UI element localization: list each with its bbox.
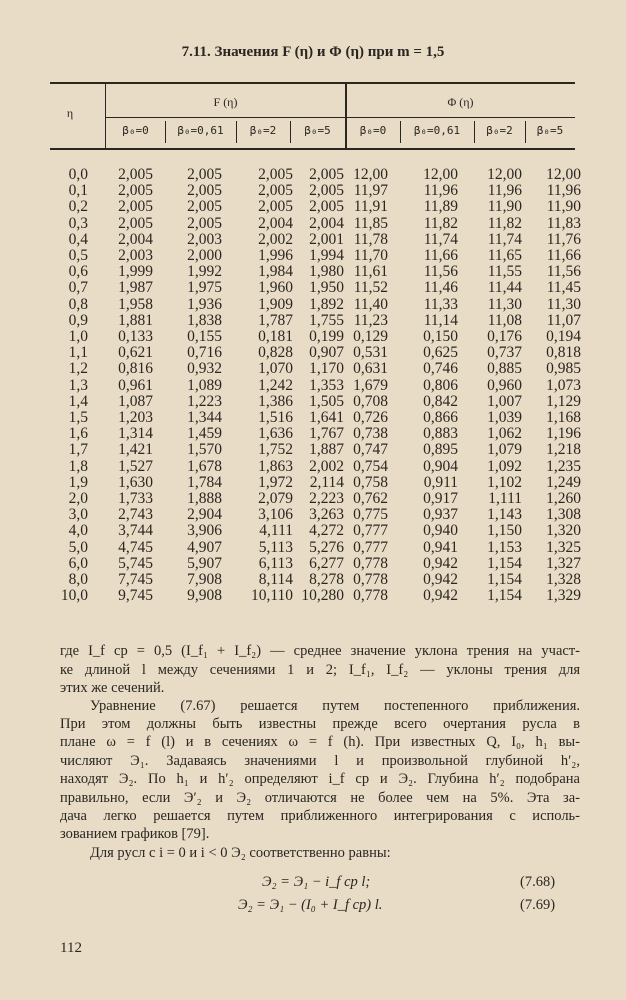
table-cell: 1,073 xyxy=(546,376,581,394)
table-cell: 0,937 xyxy=(423,506,458,524)
table-cell: 0,726 xyxy=(353,409,388,426)
table-cell: 11,74 xyxy=(423,230,458,248)
eta-value: 6,0 xyxy=(68,554,88,572)
eta-value: 0,7 xyxy=(68,279,88,297)
table-cell: 5,907 xyxy=(187,554,222,572)
table-cell: 2,005 xyxy=(187,198,222,216)
table-cell: 0,828 xyxy=(258,344,293,362)
table-cell: 5,276 xyxy=(309,538,344,556)
table-cell: 11,96 xyxy=(423,182,458,200)
eta-value: 1,0 xyxy=(68,328,88,345)
table-cell: 2,005 xyxy=(309,182,344,200)
eta-value: 0,1 xyxy=(68,182,88,200)
table-cell: 2,114 xyxy=(309,473,344,491)
table-cell: 2,003 xyxy=(118,247,153,264)
table-cell: 2,005 xyxy=(118,214,153,232)
table-cell: 1,235 xyxy=(546,457,581,475)
paragraph-line: числяют Э₁. Задаваясь значениями l и произвольной глубиной h′₂, xyxy=(60,753,580,769)
column-divider xyxy=(290,121,291,143)
eta-value: 1,8 xyxy=(68,457,88,475)
column-subheader: β₀=0 xyxy=(122,124,149,137)
table-cell: 1,154 xyxy=(487,571,522,588)
eta-value: 0,6 xyxy=(68,263,88,281)
table-cell: 3,744 xyxy=(118,522,153,540)
table-cell: 1,950 xyxy=(309,279,344,297)
table-cell: 1,516 xyxy=(258,409,293,426)
paragraph-line: где I_f ср = 0,5 (I_f₁ + I_f₂) — среднее значение уклона трения на участ- xyxy=(60,643,580,659)
table-cell: 0,961 xyxy=(118,376,153,394)
table-cell: 6,277 xyxy=(309,554,344,572)
table-cell: 1,353 xyxy=(309,376,344,394)
table-cell: 11,65 xyxy=(487,247,522,264)
eta-header: η xyxy=(66,106,74,120)
table-cell: 11,23 xyxy=(353,311,388,329)
table-cell: 0,746 xyxy=(423,360,458,378)
column-divider xyxy=(474,121,475,143)
table-cell: 0,621 xyxy=(118,344,153,362)
eta-value: 1,9 xyxy=(68,473,88,491)
eta-value: 0,9 xyxy=(68,311,88,329)
table-vertical-rule xyxy=(105,82,106,148)
table-cell: 0,942 xyxy=(423,554,458,572)
table-cell: 0,917 xyxy=(423,490,458,507)
table-cell: 2,223 xyxy=(309,490,344,507)
table-cell: 2,005 xyxy=(187,166,222,183)
table-cell: 0,777 xyxy=(353,538,388,556)
table-cell: 0,716 xyxy=(187,344,222,362)
table-cell: 1,999 xyxy=(118,263,153,281)
table-cell: 11,44 xyxy=(487,279,522,297)
table-subheader-rule xyxy=(106,117,575,118)
paragraph-line: ке длиной l между сечениями 1 и 2; I_f₁, I_f₂ — уклоны трения для xyxy=(60,662,580,678)
paragraph-line: находят Э₂. По h₁ и h′₂ определяют i_f ср и Э₂. Глубина h′₂ подобрана xyxy=(60,771,580,787)
f-eta-header: F (η) xyxy=(213,95,238,109)
table-cell: 1,344 xyxy=(187,409,222,426)
table-cell: 2,004 xyxy=(258,214,293,232)
table-cell: 0,631 xyxy=(353,360,388,378)
table-cell: 10,280 xyxy=(301,587,344,605)
table-cell: 0,747 xyxy=(353,441,388,459)
table-cell: 11,96 xyxy=(487,182,522,200)
eta-value: 5,0 xyxy=(68,538,88,556)
table-cell: 4,272 xyxy=(309,522,344,540)
table-cell: 1,168 xyxy=(546,409,581,426)
column-subheader: β₀=5 xyxy=(304,124,331,137)
table-cell: 11,14 xyxy=(423,311,458,329)
eta-value: 0,3 xyxy=(68,214,88,232)
table-cell: 11,40 xyxy=(353,295,388,313)
column-subheader: β₀=0,61 xyxy=(413,124,461,137)
table-cell: 1,218 xyxy=(546,441,581,459)
table-cell: 11,56 xyxy=(423,263,458,281)
table-cell: 0,181 xyxy=(258,328,293,345)
equation: Э₂ = Э₁ − i_f ср l; xyxy=(262,874,371,890)
table-cell: 6,113 xyxy=(258,554,293,572)
table-cell: 1,329 xyxy=(546,587,581,605)
eta-value: 2,0 xyxy=(68,490,88,507)
table-cell: 11,89 xyxy=(423,198,458,216)
table-cell: 0,738 xyxy=(353,425,388,443)
table-cell: 0,895 xyxy=(423,441,458,459)
column-subheader: β₀=0 xyxy=(359,124,387,137)
table-cell: 5,113 xyxy=(258,538,293,556)
table-cell: 1,260 xyxy=(546,490,581,507)
table-cell: 2,005 xyxy=(258,182,293,200)
table-cell: 1,203 xyxy=(118,409,153,426)
table-cell: 0,818 xyxy=(546,344,581,362)
table-cell: 0,778 xyxy=(353,571,388,588)
table-cell: 2,079 xyxy=(258,490,293,507)
table-cell: 1,223 xyxy=(187,392,222,410)
table-cell: 1,089 xyxy=(187,376,222,394)
table-cell: 1,994 xyxy=(309,247,344,264)
table-cell: 0,942 xyxy=(423,571,458,588)
eta-value: 1,6 xyxy=(68,425,88,443)
table-cell: 1,863 xyxy=(258,457,293,475)
table-cell: 2,005 xyxy=(118,198,153,216)
table-cell: 0,775 xyxy=(353,506,388,524)
table-cell: 11,56 xyxy=(546,263,581,281)
table-cell: 0,199 xyxy=(309,328,344,345)
table-cell: 1,888 xyxy=(187,490,222,507)
table-cell: 2,005 xyxy=(118,166,153,183)
eta-value: 0,8 xyxy=(68,295,88,313)
column-subheader: β₀=2 xyxy=(486,124,513,137)
table-cell: 9,745 xyxy=(118,587,153,605)
table-cell: 9,908 xyxy=(187,587,222,605)
table-cell: 1,527 xyxy=(118,457,153,475)
eta-value: 1,4 xyxy=(68,392,88,410)
paragraph-line: Уравнение (7.67) решается путем постепенного приближения. xyxy=(90,698,580,714)
table-cell: 2,005 xyxy=(258,198,293,216)
table-cell: 8,278 xyxy=(309,571,344,588)
table-cell: 2,743 xyxy=(118,506,153,524)
table-cell: 0,754 xyxy=(353,457,388,475)
table-cell: 11,52 xyxy=(353,279,388,297)
table-cell: 0,777 xyxy=(353,522,388,540)
paragraph-line: плане ω = f (l) и в сечениях ω = f (h). При известных Q, I₀, h₁ вы- xyxy=(60,734,580,750)
table-cell: 2,005 xyxy=(187,182,222,200)
table-cell: 2,002 xyxy=(258,230,293,248)
table-cell: 1,570 xyxy=(187,441,222,459)
table-cell: 1,154 xyxy=(487,587,522,605)
table-cell: 0,806 xyxy=(423,376,458,394)
table-cell: 2,005 xyxy=(258,166,293,183)
eta-value: 1,1 xyxy=(68,344,88,362)
table-cell: 1,242 xyxy=(258,376,293,394)
eta-value: 0,4 xyxy=(68,230,88,248)
table-cell: 0,155 xyxy=(187,328,222,345)
table-cell: 1,972 xyxy=(258,473,293,491)
table-cell: 11,90 xyxy=(487,198,522,216)
table-cell: 0,942 xyxy=(423,587,458,605)
table-cell: 8,114 xyxy=(258,571,293,588)
eta-value: 1,3 xyxy=(68,376,88,394)
table-title: 7.11. Значения F (η) и Φ (η) при m = 1,5 xyxy=(181,44,445,60)
table-cell: 1,787 xyxy=(258,311,293,329)
table-cell: 0,194 xyxy=(546,328,581,345)
table-cell: 11,45 xyxy=(546,279,581,297)
table-cell: 11,70 xyxy=(353,247,388,264)
table-cell: 0,932 xyxy=(187,360,222,378)
column-divider xyxy=(236,121,237,143)
table-cell: 1,980 xyxy=(309,263,344,281)
table-cell: 1,992 xyxy=(187,263,222,281)
eta-value: 0,5 xyxy=(68,247,88,264)
table-cell: 0,885 xyxy=(487,360,522,378)
table-cell: 1,987 xyxy=(118,279,153,297)
table-cell: 1,838 xyxy=(187,311,222,329)
table-cell: 1,909 xyxy=(258,295,293,313)
eta-value: 1,2 xyxy=(68,360,88,378)
table-cell: 1,459 xyxy=(187,425,222,443)
table-cell: 2,005 xyxy=(309,166,344,183)
column-subheader: β₀=0,61 xyxy=(177,124,224,137)
paragraph-line: этих же сечений. xyxy=(60,680,165,696)
table-cell: 7,745 xyxy=(118,571,153,588)
table-cell: 1,936 xyxy=(187,295,222,313)
table-top-rule xyxy=(50,82,575,84)
table-cell: 12,00 xyxy=(546,166,581,183)
table-cell: 1,196 xyxy=(546,425,581,443)
table-cell: 1,421 xyxy=(118,441,153,459)
table-cell: 11,66 xyxy=(423,247,458,264)
table-cell: 1,314 xyxy=(118,425,153,443)
table-cell: 5,745 xyxy=(118,554,153,572)
table-cell: 11,61 xyxy=(353,263,388,281)
table-cell: 11,91 xyxy=(353,198,388,216)
table-cell: 11,82 xyxy=(423,214,458,232)
table-cell: 2,005 xyxy=(187,214,222,232)
table-cell: 1,079 xyxy=(487,441,522,459)
table-cell: 1,070 xyxy=(258,360,293,378)
table-cell: 11,90 xyxy=(546,198,581,216)
table-cell: 2,001 xyxy=(309,230,344,248)
table-cell: 11,83 xyxy=(546,214,581,232)
table-cell: 0,737 xyxy=(487,344,522,362)
table-cell: 1,320 xyxy=(546,522,581,540)
table-cell: 11,85 xyxy=(353,214,388,232)
table-cell: 1,325 xyxy=(546,538,581,556)
table-cell: 1,733 xyxy=(118,490,153,507)
table-cell: 1,630 xyxy=(118,473,153,491)
table-cell: 0,176 xyxy=(487,328,522,345)
table-cell: 7,908 xyxy=(187,571,222,588)
table-cell: 0,816 xyxy=(118,360,153,378)
table-cell: 0,129 xyxy=(353,328,388,345)
table-cell: 0,866 xyxy=(423,409,458,426)
table-cell: 1,767 xyxy=(309,425,344,443)
table-cell: 1,039 xyxy=(487,409,522,426)
table-cell: 4,745 xyxy=(118,538,153,556)
table-cell: 12,00 xyxy=(487,166,522,183)
table-cell: 12,00 xyxy=(423,166,458,183)
table-cell: 0,960 xyxy=(487,376,522,394)
table-cell: 2,005 xyxy=(118,182,153,200)
table-cell: 11,30 xyxy=(546,295,581,313)
table-cell: 1,960 xyxy=(258,279,293,297)
paragraph-line: Для русл с i = 0 и i < 0 Э₂ соответственно равны: xyxy=(90,845,391,861)
table-cell: 0,708 xyxy=(353,392,388,410)
table-cell: 11,30 xyxy=(487,295,522,313)
table-cell: 1,752 xyxy=(258,441,293,459)
paragraph-line: правильно, если Э′₂ и Э₂ отличаются не более чем на 5%. Эта за- xyxy=(60,790,580,806)
table-header-bottom-rule xyxy=(50,148,575,150)
table-cell: 1,170 xyxy=(309,360,344,378)
table-cell: 2,005 xyxy=(309,198,344,216)
table-cell: 1,154 xyxy=(487,554,522,572)
table-cell: 0,762 xyxy=(353,490,388,507)
table-cell: 1,887 xyxy=(309,441,344,459)
table-cell: 1,111 xyxy=(488,490,522,507)
table-cell: 4,907 xyxy=(187,538,222,556)
phi-eta-header: Φ (η) xyxy=(447,95,474,109)
table-cell: 12,00 xyxy=(353,166,388,183)
table-cell: 11,55 xyxy=(487,263,522,281)
table-cell: 3,263 xyxy=(309,506,344,524)
table-cell: 2,000 xyxy=(187,247,222,264)
table-cell: 2,904 xyxy=(187,506,222,524)
table-cell: 1,087 xyxy=(118,392,153,410)
table-cell: 1,308 xyxy=(546,506,581,524)
column-subheader: β₀=2 xyxy=(249,124,277,137)
table-cell: 1,784 xyxy=(187,473,222,491)
paragraph-line: При этом должны быть известны прежде всего очертания русла в xyxy=(60,716,580,732)
table-cell: 1,328 xyxy=(546,571,581,588)
eta-value: 1,5 xyxy=(68,409,88,426)
eta-value: 10,0 xyxy=(60,587,88,605)
table-cell: 11,07 xyxy=(546,311,581,329)
table-cell: 4,111 xyxy=(259,522,293,540)
table-cell: 0,842 xyxy=(423,392,458,410)
table-cell: 11,74 xyxy=(487,230,522,248)
table-cell: 1,129 xyxy=(546,392,581,410)
table-cell: 0,625 xyxy=(423,344,458,362)
table-cell: 0,778 xyxy=(353,587,388,605)
table-cell: 1,679 xyxy=(353,376,388,394)
table-cell: 3,106 xyxy=(258,506,293,524)
table-cell: 1,092 xyxy=(487,457,522,475)
table-cell: 0,907 xyxy=(309,344,344,362)
column-divider xyxy=(400,121,401,143)
table-cell: 1,636 xyxy=(258,425,293,443)
table-cell: 0,941 xyxy=(423,538,458,556)
table-cell: 2,004 xyxy=(309,214,344,232)
eta-value: 4,0 xyxy=(68,522,88,540)
table-cell: 1,881 xyxy=(118,311,153,329)
table-cell: 11,66 xyxy=(546,247,581,264)
table-cell: 1,007 xyxy=(487,392,522,410)
table-cell: 1,996 xyxy=(258,247,293,264)
eta-value: 3,0 xyxy=(68,506,88,524)
table-cell: 0,883 xyxy=(423,425,458,443)
table-vertical-rule xyxy=(345,82,347,148)
table-cell: 1,102 xyxy=(487,473,522,491)
column-divider xyxy=(525,121,526,143)
table-cell: 0,778 xyxy=(353,554,388,572)
equation-number: (7.68) xyxy=(520,874,556,890)
table-cell: 0,133 xyxy=(118,328,153,345)
table-cell: 1,975 xyxy=(187,279,222,297)
table-cell: 1,249 xyxy=(546,473,581,491)
equation: Э₂ = Э₁ − (I₀ + I_f ср) l. xyxy=(238,897,383,913)
eta-value: 8,0 xyxy=(68,571,88,588)
table-cell: 1,755 xyxy=(309,311,344,329)
paragraph-line: дача легко решается путем приближенного интегрирования с исполь- xyxy=(60,808,580,824)
table-cell: 1,678 xyxy=(187,457,222,475)
table-cell: 3,906 xyxy=(187,522,222,540)
table-cell: 1,984 xyxy=(258,263,293,281)
table-cell: 1,327 xyxy=(546,554,581,572)
table-cell: 11,96 xyxy=(546,182,581,200)
table-cell: 1,386 xyxy=(258,392,293,410)
table-cell: 1,958 xyxy=(118,295,153,313)
table-cell: 1,150 xyxy=(487,522,522,540)
table-cell: 2,003 xyxy=(187,230,222,248)
table-cell: 1,641 xyxy=(309,409,344,426)
table-cell: 11,46 xyxy=(423,279,458,297)
paragraph-line: зованием графиков [79]. xyxy=(60,826,210,842)
eta-value: 1,7 xyxy=(68,441,88,459)
table-cell: 0,758 xyxy=(353,473,388,491)
table-cell: 1,062 xyxy=(487,425,522,443)
table-cell: 0,911 xyxy=(423,473,458,491)
table-cell: 1,153 xyxy=(487,538,522,556)
table-cell: 11,08 xyxy=(487,311,522,329)
page-number: 112 xyxy=(60,940,82,956)
table-cell: 1,505 xyxy=(309,392,344,410)
equation-number: (7.69) xyxy=(520,897,556,913)
column-divider xyxy=(165,121,166,143)
table-cell: 2,002 xyxy=(309,457,344,475)
table-cell: 0,150 xyxy=(423,328,458,345)
eta-value: 0,2 xyxy=(68,198,88,216)
table-cell: 2,004 xyxy=(118,230,153,248)
table-cell: 0,985 xyxy=(546,360,581,378)
table-cell: 11,33 xyxy=(423,295,458,313)
table-cell: 11,78 xyxy=(353,230,388,248)
eta-value: 0,0 xyxy=(68,166,88,183)
table-cell: 1,892 xyxy=(309,295,344,313)
table-cell: 0,904 xyxy=(423,457,458,475)
table-cell: 10,110 xyxy=(250,587,293,605)
column-subheader: β₀=5 xyxy=(536,124,564,137)
table-cell: 1,143 xyxy=(487,506,522,524)
table-cell: 11,97 xyxy=(353,182,388,200)
table-cell: 11,76 xyxy=(546,230,581,248)
table-cell: 11,82 xyxy=(487,214,522,232)
table-cell: 0,531 xyxy=(353,344,388,362)
table-cell: 0,940 xyxy=(423,522,458,540)
